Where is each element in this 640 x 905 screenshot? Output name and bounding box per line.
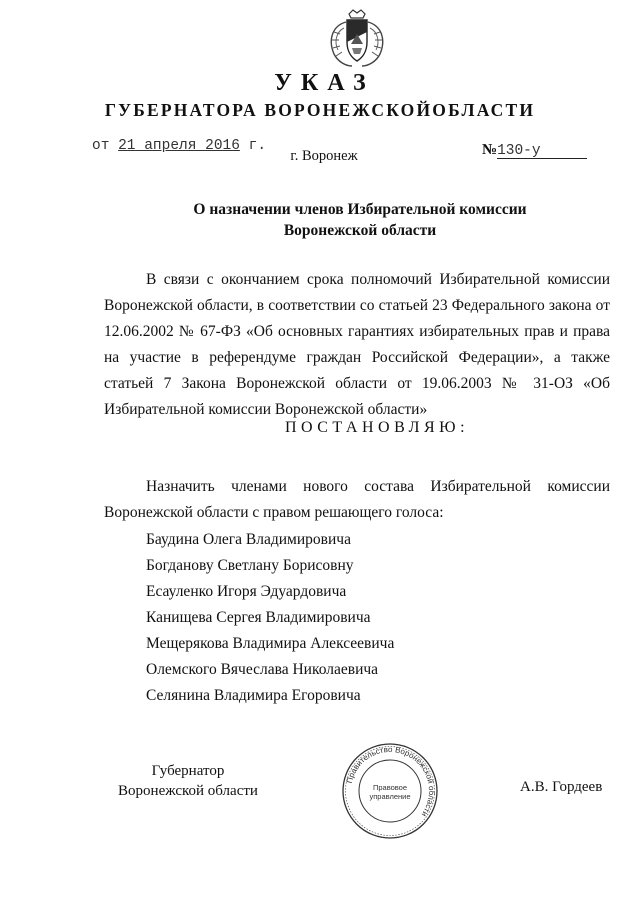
document-subtitle: ГУБЕРНАТОРА ВОРОНЕЖСКОЙОБЛАСТИ <box>104 100 536 120</box>
date-prefix: от <box>92 138 110 154</box>
body-paragraph: В связи с окончанием срока полномочий Избирательной комиссии Воронежской области, в соответствии со статьей 23 Федерального закона от 12.06.2002 № 67-ФЗ «Об основных гарантиях избирательных прав и права на участие в референдуме граждан Российской Федерации», а также статьей 7 Закона Воронежской области от 19.06.2003 № 31-ОЗ «Об Избирательной комиссии Воронежской области» <box>104 271 610 418</box>
appoint-paragraph: Назначить членами нового состава Избирательной комиссии Воронежской области с правом решающего голоса: <box>104 478 610 521</box>
list-item: Канищева Сергея Владимировича <box>146 609 371 626</box>
signatory-name: А.В. Гордеев <box>520 779 603 795</box>
decree-word: ПОСТАНОВЛЯЮ: <box>284 419 470 436</box>
list-item: Есауленко Игоря Эдуардовича <box>146 583 347 600</box>
date-value: 21 апреля 2016 <box>118 138 240 154</box>
document-title: УКАЗ <box>274 70 375 96</box>
list-item: Олемского Вячеслава Николаевича <box>146 661 379 678</box>
heading-line-2: Воронежской области <box>283 222 437 239</box>
heading-line-1: О назначении членов Избирательной комиссии <box>193 201 527 218</box>
stamp-center-text <box>367 783 413 801</box>
document-body <box>104 267 610 423</box>
appoint-section <box>104 474 610 526</box>
number-value: 130-у <box>497 144 587 159</box>
coat-of-arms-icon <box>322 8 392 70</box>
document-heading <box>140 199 580 241</box>
members-list <box>146 527 394 709</box>
stamp-center-line-1: Правовое <box>372 783 408 792</box>
signatory-title <box>88 761 288 801</box>
stamp-center-line-2: управление <box>369 792 411 801</box>
number-label: № <box>482 142 498 158</box>
list-item: Богданову Светлану Борисовну <box>146 557 354 574</box>
list-item: Селянина Владимира Егоровича <box>146 687 361 704</box>
document-city: г. Воронеж <box>290 148 358 164</box>
list-item: Мещерякова Владимира Алексеевича <box>146 635 395 652</box>
signatory-title-line-1: Губернатор <box>151 763 225 779</box>
signatory-title-line-2: Воронежской области <box>118 783 258 799</box>
list-item: Баудина Олега Владимировича <box>146 531 351 548</box>
date-suffix: г. <box>248 138 267 154</box>
stamp-ring-text: Правительство Воронежской области <box>344 744 437 819</box>
